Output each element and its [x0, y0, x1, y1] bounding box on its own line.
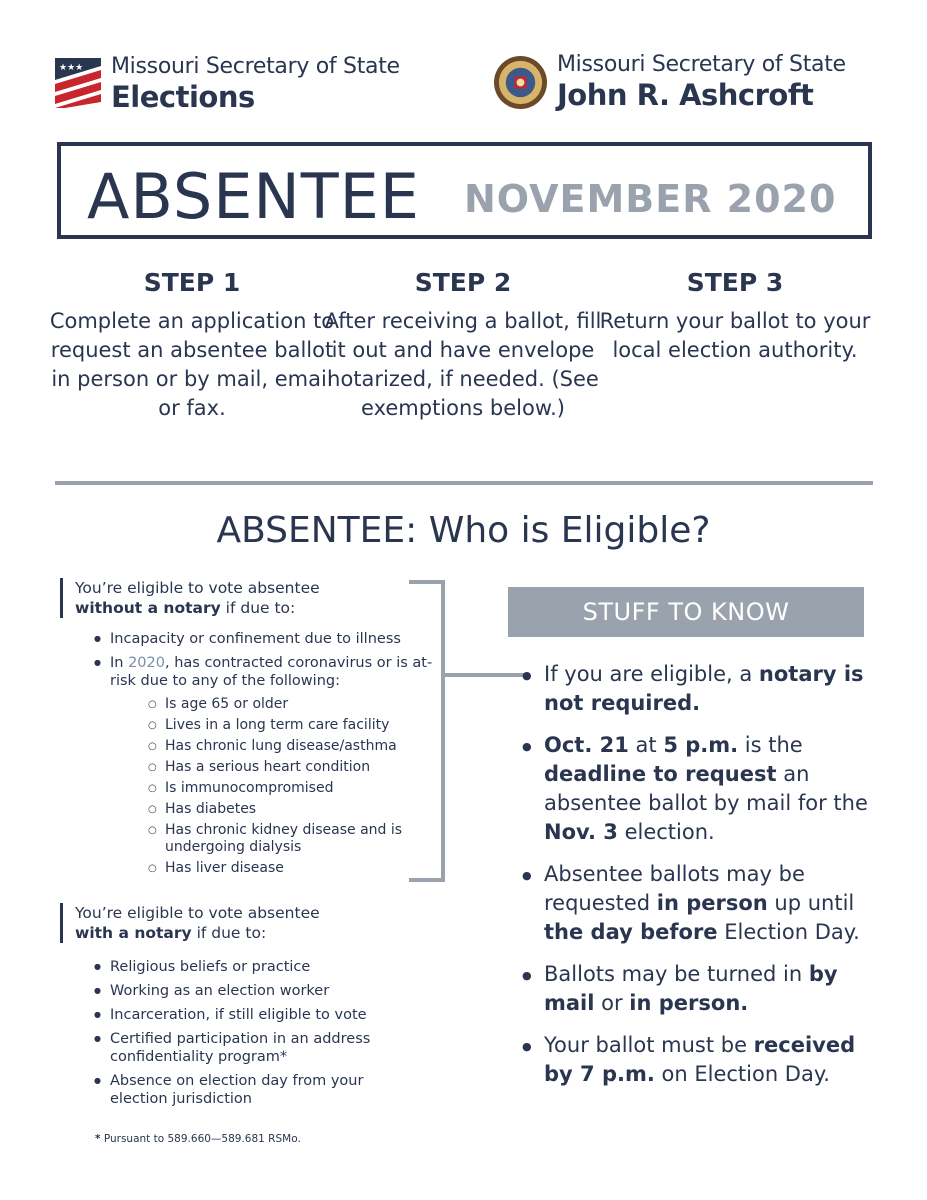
step-1-text: Complete an application to request an absentee ballot in person or by mail, email or fax. — [49, 309, 335, 420]
stuff-to-know-heading: STUFF TO KNOW — [508, 587, 864, 637]
without-notary-item-1: Incapacity or confinement due to illness — [110, 631, 401, 647]
stk-2-b3: deadline to request — [544, 762, 777, 786]
risk-factor-item: ○ Has chronic lung disease/asthma — [148, 738, 433, 755]
risk-factor-list — [148, 696, 433, 877]
stk-4-b1: by mail — [544, 962, 838, 1015]
footnote-mark: * — [95, 1133, 101, 1145]
stk-4-t2: or — [594, 991, 630, 1015]
list-item — [522, 960, 872, 1018]
without-notary-list — [93, 630, 433, 883]
step-3 — [590, 268, 880, 365]
without-notary-intro — [60, 578, 390, 618]
without-notary-item-2a: In — [110, 655, 129, 671]
stk-2-t3: an absentee ballot by mail for the — [544, 762, 868, 815]
eligibility-heading: ABSENTEE: Who is Eligible? — [216, 510, 711, 551]
logo-left-line2: Elections — [111, 80, 255, 114]
page-title: ABSENTEE — [87, 160, 420, 233]
page-subtitle: NOVEMBER 2020 — [464, 177, 837, 221]
stk-1-t1: If you are eligible, a — [544, 662, 759, 686]
logo-right-line2: John R. Ashcroft — [557, 78, 814, 112]
with-notary-intro-a: You’re eligible to vote absentee — [75, 904, 320, 922]
stk-5-b1: received by 7 p.m. — [544, 1033, 856, 1086]
list-item — [93, 654, 433, 877]
step-2-label: STEP 2 — [414, 268, 512, 297]
risk-factor-item: ○ Is age 65 or older — [148, 696, 433, 713]
stuff-to-know-list — [522, 660, 872, 1102]
without-notary-bold: without a notary — [75, 599, 221, 617]
list-item — [93, 630, 433, 648]
secretary-logo — [557, 52, 846, 112]
list-item — [522, 660, 872, 718]
without-notary-item-2b: , has contracted coronavirus or is at-risk due to any of the following: — [110, 655, 433, 689]
bracket-link-line — [445, 673, 525, 677]
step-1 — [47, 268, 337, 423]
stk-5-t2: on Election Day. — [654, 1062, 830, 1086]
stk-3-t2: up until — [767, 891, 855, 915]
risk-factor-item: ○ Has liver disease — [148, 860, 433, 877]
list-item: ● Working as an election worker — [93, 982, 403, 1000]
with-notary-intro-b: if due to: — [191, 924, 267, 942]
stk-2-t4: election. — [617, 820, 715, 844]
step-1-label: STEP 1 — [143, 268, 241, 297]
stk-1-b1: notary is not required. — [544, 662, 864, 715]
risk-factor-item: ○ Has chronic kidney disease and is undergoing dialysis — [148, 822, 433, 856]
stk-3-b1: in person — [656, 891, 768, 915]
stk-2-t2: is the — [738, 733, 803, 757]
stk-2-b1: Oct. 21 — [544, 733, 629, 757]
footnote — [95, 1133, 301, 1145]
list-item — [522, 731, 872, 847]
with-notary-bold: with a notary — [75, 924, 192, 942]
step-3-label: STEP 3 — [686, 268, 784, 297]
bracket-connector — [409, 580, 445, 882]
section-divider — [55, 481, 873, 485]
elections-logo — [111, 54, 400, 114]
step-2 — [318, 268, 608, 423]
flag-logo-icon — [55, 58, 101, 108]
svg-text:★★★: ★★★ — [59, 63, 84, 73]
without-notary-intro-b: if due to: — [220, 599, 296, 617]
state-seal-icon — [493, 55, 548, 110]
stk-5-t1: Your ballot must be — [544, 1033, 754, 1057]
risk-factor-item: ○ Has diabetes — [148, 801, 433, 818]
stk-2-b4: Nov. 3 — [544, 820, 618, 844]
stk-2-b2: 5 p.m. — [663, 733, 739, 757]
footnote-text: Pursuant to 589.660—589.681 RSMo. — [100, 1133, 301, 1145]
list-item — [522, 860, 872, 947]
with-notary-list — [93, 958, 403, 1114]
stk-3-t3: Election Day. — [717, 920, 860, 944]
list-item: ● Religious beliefs or practice — [93, 958, 403, 976]
logo-right-line1: Missouri Secretary of State — [557, 52, 846, 77]
list-item: ● Certified participation in an address confidentiality program* — [93, 1030, 403, 1066]
logo-left-line1: Missouri Secretary of State — [111, 54, 400, 79]
stk-3-t1: Absentee ballots may be requested — [544, 862, 805, 915]
stk-4-b2: in person. — [629, 991, 749, 1015]
without-notary-intro-a: You’re eligible to vote absentee — [75, 579, 320, 597]
risk-factor-item: ○ Lives in a long term care facility — [148, 717, 433, 734]
risk-factor-item: ○ Is immunocompromised — [148, 780, 433, 797]
list-item: ● Incarceration, if still eligible to vote — [93, 1006, 403, 1024]
stk-2-t1: at — [628, 733, 664, 757]
step-2-text: After receiving a ballot, fill it out and have envelope notarized, if needed. (See exemptions below.) — [324, 309, 602, 420]
year-highlight: 2020 — [128, 655, 165, 671]
risk-factor-item: ○ Has a serious heart condition — [148, 759, 433, 776]
list-item — [522, 1031, 872, 1089]
step-3-text: Return your ballot to your local election authority. — [599, 309, 871, 362]
stk-4-t1: Ballots may be turned in — [544, 962, 809, 986]
list-item: ● Absence on election day from your election jurisdiction — [93, 1072, 403, 1108]
with-notary-intro — [60, 903, 390, 943]
stk-3-b2: the day before — [544, 920, 718, 944]
